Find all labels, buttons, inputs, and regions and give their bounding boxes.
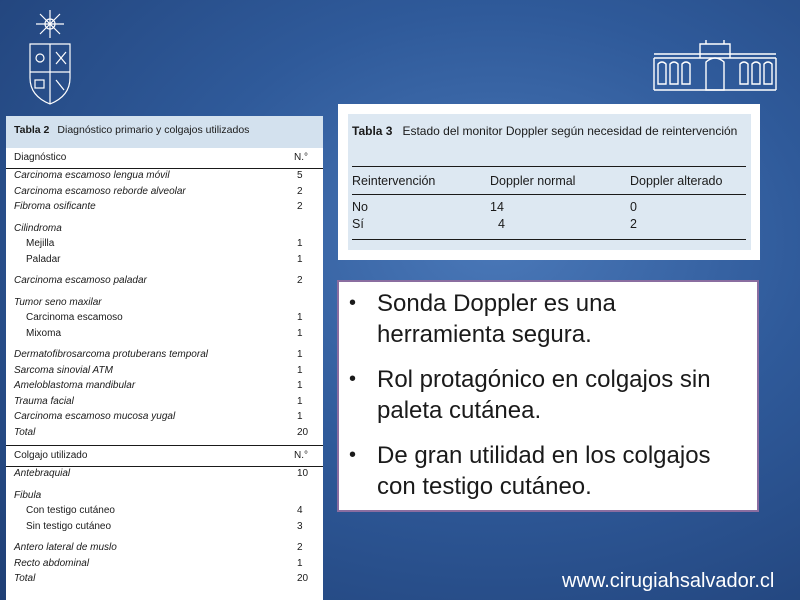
table-row	[6, 557, 323, 573]
table-3-body	[348, 114, 751, 250]
flap-count-header: N.°	[294, 450, 308, 461]
row-label: Recto abdominal	[14, 557, 90, 569]
row-label: Tumor seno maxilar	[14, 296, 102, 308]
row-label: Antero lateral de muslo	[14, 542, 117, 553]
row-count: 4	[297, 505, 303, 516]
table-row	[6, 200, 323, 216]
table-row	[6, 237, 323, 253]
flap-rows	[6, 467, 323, 588]
bullet-dot-icon: •	[349, 292, 357, 314]
row-label: Trauma facial	[14, 395, 74, 407]
row-label: Ameloblastoma mandibular	[14, 380, 136, 391]
row-label: Total	[14, 573, 36, 584]
row-no-normal: 14	[490, 200, 504, 214]
row-label: Total	[14, 426, 36, 438]
col-header-reintervention: Reintervención	[352, 174, 436, 188]
row-label: Paladar	[26, 253, 61, 265]
bullet-item	[349, 440, 749, 502]
bullet-dot-icon: •	[349, 368, 357, 390]
bullet-text: De gran utilidad en los colgajos con testigo cutáneo.	[377, 442, 711, 500]
website-url: www.cirugiahsalvador.cl	[562, 570, 775, 592]
row-no-altered: 0	[630, 200, 637, 214]
table-3-rule-bottom	[352, 239, 746, 240]
row-count: 1	[297, 327, 303, 339]
row-label: Carcinoma escamoso mucosa yugal	[14, 411, 176, 422]
table-row	[6, 467, 323, 483]
diagnosis-header: Diagnóstico	[14, 152, 67, 163]
row-count: 1	[297, 380, 303, 391]
bullet-text: Sonda Doppler es una herramienta segura.	[377, 290, 616, 348]
row-label: Sarcoma sinovial ATM	[14, 364, 113, 376]
bullet-text: Rol protagónico en colgajos sin paleta cutánea.	[377, 366, 711, 424]
table-row	[6, 541, 323, 557]
col-header-doppler-normal: Doppler normal	[490, 174, 576, 188]
row-label: Fibroma osificante	[14, 201, 96, 212]
row-label: Carcinoma escamoso paladar	[14, 275, 147, 286]
diagnosis-header-row	[6, 148, 323, 169]
row-label: Con testigo cutáneo	[26, 505, 115, 516]
table-row	[6, 348, 323, 364]
row-count: 1	[297, 253, 303, 265]
table-3-rule-top	[352, 166, 746, 167]
conclusions-box	[337, 280, 759, 512]
bullet-item	[349, 364, 749, 426]
row-count: 1	[297, 364, 303, 376]
bullet-item	[349, 288, 749, 350]
table-row	[6, 379, 323, 395]
university-crest-logo	[22, 8, 78, 108]
table-row	[6, 169, 323, 185]
row-no-label: No	[352, 200, 368, 214]
row-count: 20	[297, 426, 309, 438]
row-count: 1	[297, 312, 303, 323]
row-label: Dermatofibrosarcoma protuberans temporal	[14, 349, 208, 360]
table-3-label: Tabla 3	[352, 124, 393, 138]
table-3-rule-mid	[352, 194, 746, 195]
row-label: Mejilla	[26, 238, 55, 249]
table-2-title: Diagnóstico primario y colgajos utilizados	[57, 124, 250, 136]
bullet-dot-icon: •	[349, 444, 357, 466]
table-row	[6, 253, 323, 269]
row-label: Mixoma	[26, 327, 62, 339]
table-2-label: Tabla 2	[14, 124, 50, 136]
table-row	[6, 504, 323, 520]
row-yes-normal: 4	[498, 217, 505, 231]
row-count: 3	[297, 520, 303, 532]
table-row	[6, 426, 323, 442]
row-label: Fibula	[14, 489, 42, 501]
table-row	[6, 274, 323, 290]
hospital-building-logo	[652, 40, 778, 92]
row-count: 1	[297, 238, 303, 249]
row-label: Cilindroma	[14, 222, 62, 234]
row-count: 1	[297, 557, 303, 569]
table-2-caption	[6, 116, 323, 148]
flap-header-row	[6, 446, 323, 467]
table-row	[6, 520, 323, 536]
row-label: Sin testigo cutáneo	[26, 520, 112, 532]
row-count: 5	[297, 170, 303, 181]
col-header-doppler-altered: Doppler alterado	[630, 174, 723, 188]
table-3-caption	[352, 122, 747, 140]
row-count: 1	[297, 349, 303, 360]
table-row	[6, 222, 323, 238]
row-count: 2	[297, 275, 303, 286]
table-row	[6, 185, 323, 201]
row-label: Carcinoma escamoso reborde alveolar	[14, 185, 186, 197]
table-3-title: Estado del monitor Doppler según necesidad de reintervención	[402, 124, 738, 138]
table-row	[6, 395, 323, 411]
table-row	[6, 410, 323, 426]
row-yes-altered: 2	[630, 217, 637, 231]
diagnosis-rows	[6, 169, 323, 441]
diagnosis-count-header: N.°	[294, 152, 308, 163]
table-2-panel	[6, 116, 323, 600]
row-label: Antebraquial	[14, 468, 71, 479]
table-row	[6, 311, 323, 327]
table-row	[6, 296, 323, 312]
flap-header: Colgajo utilizado	[14, 450, 88, 461]
row-count: 2	[297, 185, 303, 197]
row-count: 10	[297, 468, 309, 479]
table-row	[6, 489, 323, 505]
row-yes-label: Sí	[352, 217, 364, 231]
table-row	[6, 364, 323, 380]
table-row	[6, 327, 323, 343]
row-count: 20	[297, 573, 309, 584]
row-count: 2	[297, 201, 303, 212]
table-row	[6, 572, 323, 588]
row-label: Carcinoma escamoso lengua móvil	[14, 170, 170, 181]
row-count: 1	[297, 411, 303, 422]
row-label: Carcinoma escamoso	[26, 312, 123, 323]
row-count: 1	[297, 395, 303, 407]
row-count: 2	[297, 542, 303, 553]
table-3-panel	[338, 104, 760, 260]
